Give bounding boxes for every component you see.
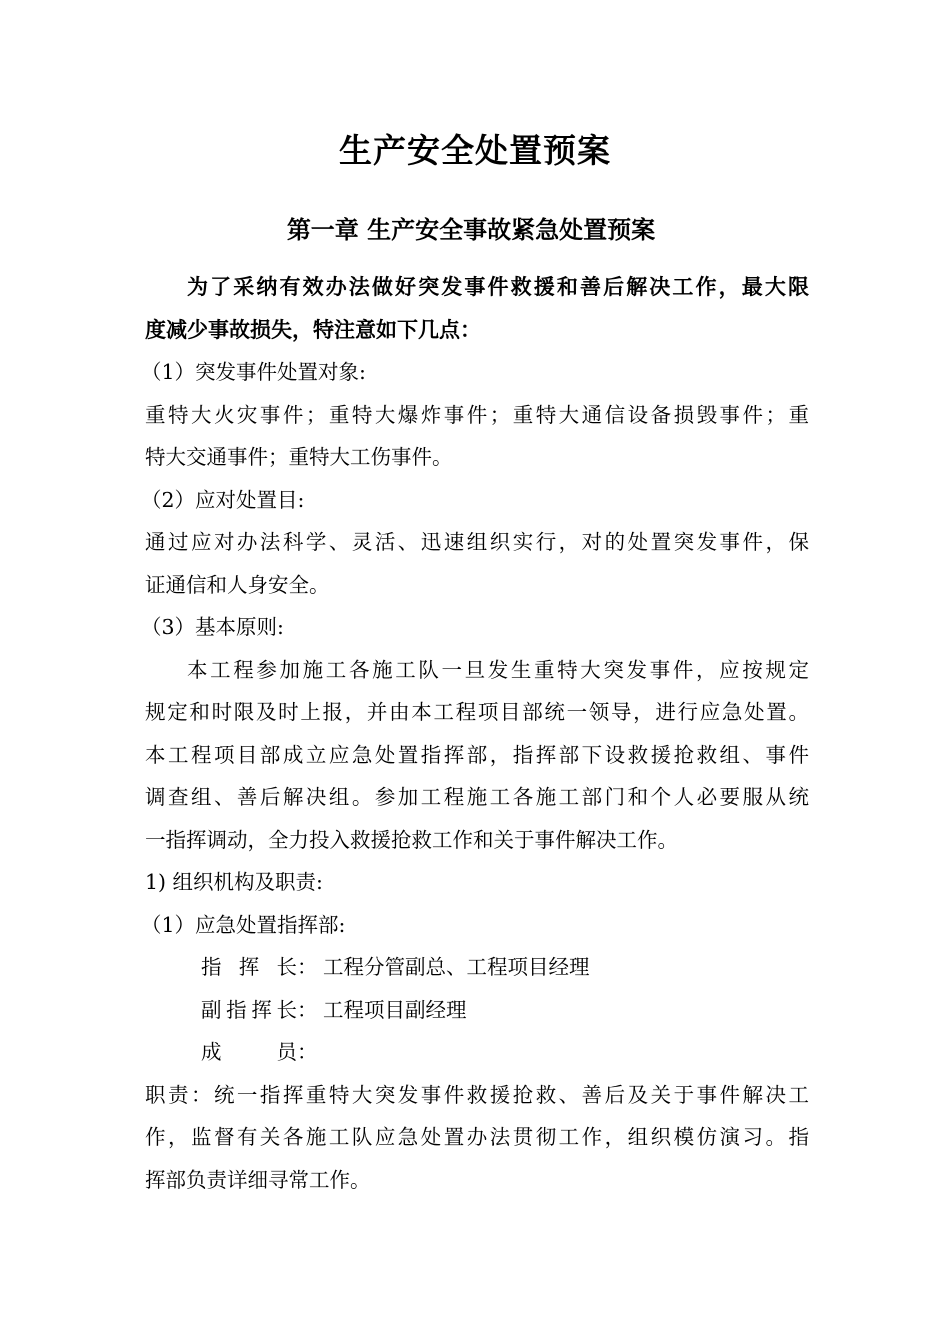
role-label: 副指挥长 [201,997,297,1022]
section2-heading: （2）应对处置目: [141,487,305,512]
section3-line-4: 调查组、善后解决组。参加工程施工各施工部门和个人必要服从统 [145,785,809,809]
role-row-deputy-commander [145,989,809,1032]
role-colon: ： [297,955,318,979]
section3-line-1: 本工程参加施工各施工队一旦发生重特大突发事件，应按规定 [187,657,809,682]
section1-line-1: 重特大火灾事件；重特大爆炸事件；重特大通信设备损毁事件；重 [145,402,809,427]
section2-line-2: 证通信和人身安全。 [145,572,330,597]
section1-heading: （1）突发事件处置对象: [141,360,366,384]
section1-line-2: 特大交通事件；重特大工伤事件。 [145,445,453,469]
duty-line-2: 作，监督有关各施工队应急处置办法贯彻工作，组织模仿演习。指 [145,1125,809,1149]
role-row-commander [145,946,809,989]
role-colon: ： [297,997,318,1022]
section3-line-3: 本工程项目部成立应急处置指挥部，指挥部下设救援抢救组、事件 [145,742,809,767]
section3-heading: （3）基本原则: [141,615,284,639]
role-value: 工程项目副经理 [323,997,467,1022]
section3-line-2: 规定和时限及时上报，并由本工程项目部统一领导，进行应急处置。 [145,700,809,724]
document-body [141,266,809,1201]
role-value: 工程分管副总、工程项目经理 [323,955,590,979]
role-label: 指挥长 [201,955,297,979]
role-label: 成员 [201,1040,297,1064]
role-colon: ： [297,1040,318,1064]
role-row-members [145,1031,809,1074]
chapter-title: 第一章 生产安全事故紧急处置预案 [286,216,656,244]
intro-line-2: 度减少事故损失，特注意如下几点： [145,317,481,342]
section3-line-5: 一指挥调动，全力投入救援抢救工作和关于事件解决工作。 [145,827,678,852]
duty-line-3: 挥部负责详细寻常工作。 [145,1167,371,1192]
org-heading: 1) 组织机构及职责: [145,870,323,894]
document-title: 生产安全处置预案 [339,131,611,170]
org-sub-heading: （1）应急处置指挥部: [141,912,346,937]
intro-line-1: 为了采纳有效办法做好突发事件救援和善后解决工作，最大限 [187,275,809,299]
section2-line-1: 通过应对办法科学、灵活、迅速组织实行，对的处置突发事件，保 [145,530,809,554]
duty-line-1: 职责：统一指挥重特大突发事件救援抢救、善后及关于事件解决工 [145,1082,809,1107]
